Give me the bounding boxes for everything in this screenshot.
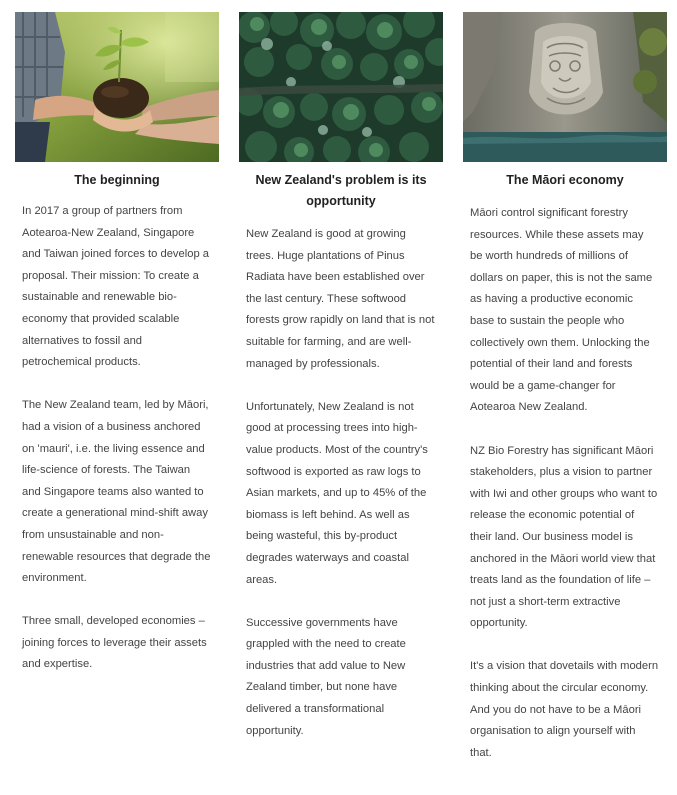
paragraph: Three small, developed economies – joining forces to leverage their assets and expertise. <box>22 615 207 671</box>
column-title: The beginning <box>74 173 160 187</box>
column-body <box>463 203 667 764</box>
column-body <box>239 224 443 742</box>
column-title: The Māori economy <box>506 173 624 187</box>
paragraph: In 2017 a group of partners from Aotearoa-New Zealand, Singapore and Taiwan joined forces to develop a proposal. Their mission: To create a sustainable and renewable bio-economy that provided scalable alternatives to fossil and petrochemical products. <box>22 205 210 369</box>
paragraph: Māori control significant forestry resources. While these assets may be worth hundreds of millions of dollars on paper, this is not the same as having a productive economic base to sustain the people who collectively own them. Unlocking the potential of their land and forests would be a game-changer for Aotearoa New Zealand. <box>470 207 653 414</box>
paragraph: Unfortunately, New Zealand is not good at processing trees into high-value products. Most of the country's softwood is exported as raw logs to Asian markets, and up to 45% of the biomass is left behind. As well as being wasteful, this by-product degrades waterways and coastal areas. <box>246 400 428 586</box>
aerial-pine-forest-photo <box>239 12 443 162</box>
paragraph: The New Zealand team, led by Māori, had a vision of a business anchored on 'mauri', i.e. the living essence and life-science of forests. The Taiwan and Singapore teams also wanted to create a generational mind-shift away from unsustainable and non-renewable resources that degrade the environment. <box>22 399 211 585</box>
paragraph: Successive governments have grappled with the need to create industries that add value to New Zealand timber, but none have delivered a transformational opportunity. <box>246 616 406 737</box>
seedling-in-hands-photo <box>15 12 219 162</box>
paragraph: New Zealand is good at growing trees. Huge plantations of Pinus Radiata have been established over the last century. These softwood forests grow rapidly on land that is not suitable for farming, and are well-managed by professionals. <box>246 228 435 370</box>
column-new-zealand-problem <box>239 12 443 764</box>
paragraph: NZ Bio Forestry has significant Māori stakeholders, plus a vision to partner with Iwi and other groups who want to release the economic potential of their land. Our business model is anchored in the Māori world view that treats land as the foundation of life – not just a short-term extractive opportunity. <box>470 444 658 630</box>
column-the-beginning <box>15 12 219 698</box>
paragraph: It's a vision that dovetails with modern thinking about the circular economy. And you do not have to be a Māori organisation to align yourself with that. <box>470 660 659 759</box>
maori-rock-carving-photo <box>463 12 667 162</box>
column-body <box>15 201 219 676</box>
column-maori-economy <box>463 12 667 786</box>
column-title: New Zealand's problem is its opportunity <box>255 173 427 208</box>
